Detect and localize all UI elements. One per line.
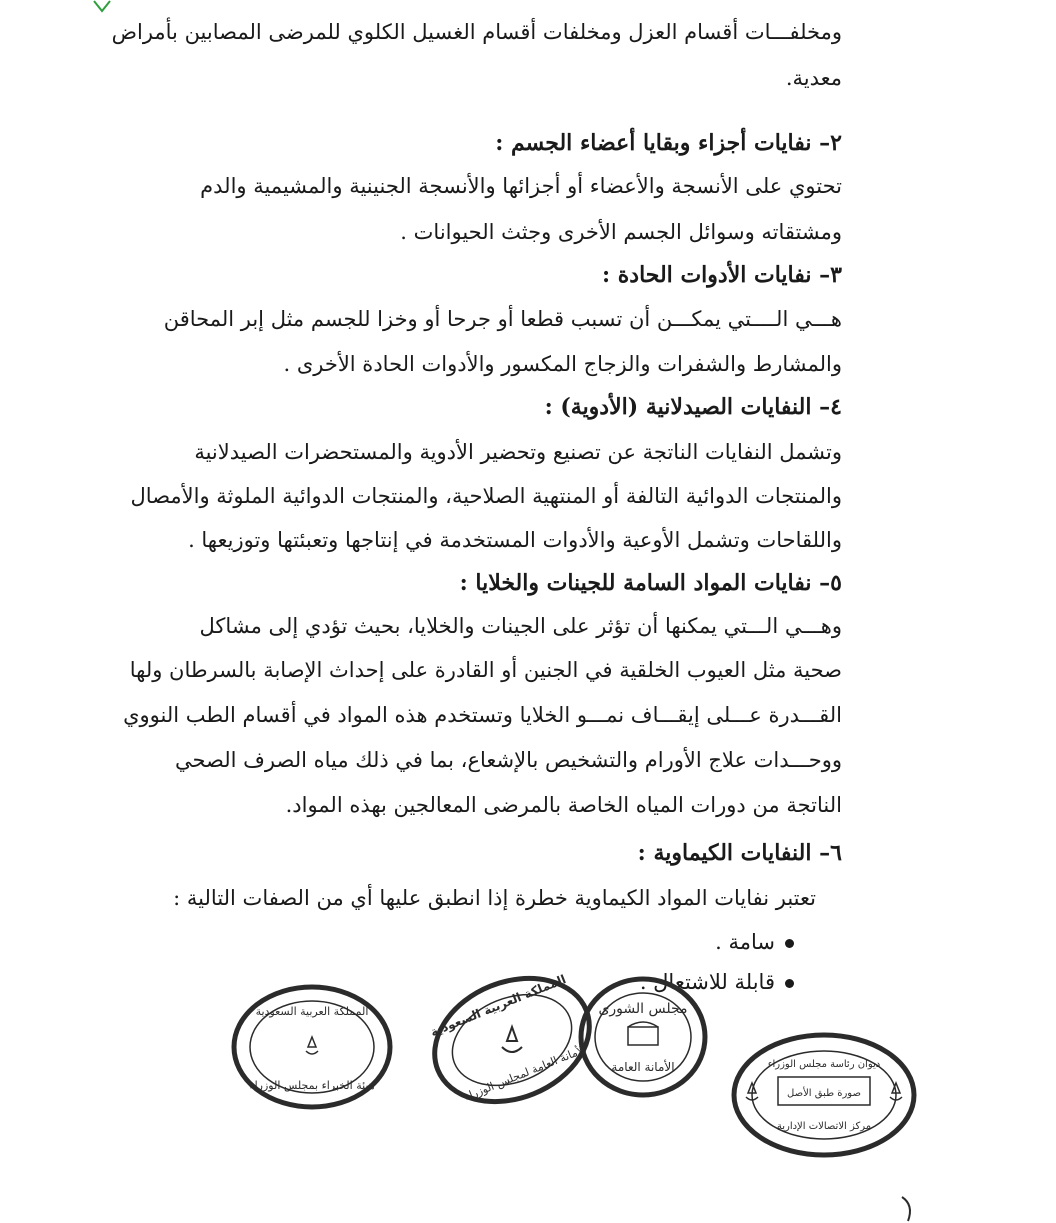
stamp4-top-text: ديوان رئاسة مجلس الوزراء	[767, 1059, 881, 1070]
body-line-1: ومخلفـــات أقسام العزل ومخلفات أقسام الغسيل الكلوي للمرضى المصابين بأمراض	[111, 20, 842, 44]
stamp4-middle-text: صورة طبق الأصل	[787, 1088, 861, 1099]
body-line-7: وتشمل النفايات الناتجة عن تصنيع وتحضير الأدوية والمستحضرات الصيدلانية	[194, 440, 842, 464]
page-corner-mark	[898, 1195, 918, 1223]
green-corner-mark	[92, 0, 112, 14]
body-line-6: والمشارط والشفرات والزجاج المكسور والأدوات الحادة الأخرى .	[283, 352, 842, 376]
stamp3-top-text: مجلس الشورى	[598, 1001, 688, 1017]
bullet-text-2: قابلة للاشتعال .	[639, 970, 775, 994]
section-heading-2: ٢– نفايات أجزاء وبقايا أعضاء الجسم :	[495, 130, 842, 156]
bullet-dot-icon	[785, 939, 794, 948]
body-line-3: تحتوي على الأنسجة والأعضاء أو أجزائها والأنسجة الجنينية والمشيمية والدم	[200, 174, 842, 198]
stamp2-top-text: المملكة العربية السعودية	[428, 972, 568, 1040]
body-line-4: ومشتقاته وسوائل الجسم الأخرى وجثث الحيوانات .	[400, 220, 842, 244]
stamp2-bottom-text: الأمانة العامة لمجلس الوزراء	[462, 1042, 589, 1104]
body-line-15: تعتبر نفايات المواد الكيماوية خطرة إذا انطبق عليها أي من الصفات التالية :	[173, 886, 816, 910]
stamp1-bottom-text: هيئة الخبراء بمجلس الوزراء	[249, 1079, 375, 1092]
body-line-5: هـــي الــــتي يمكـــن أن تسبب قطعا أو جرحا أو وخزا للجسم مثل إبر المحاقن	[163, 307, 842, 331]
stamp1-top-text: المملكة العربية السعودية	[255, 1005, 369, 1018]
body-line-9: واللقاحات وتشمل الأوعية والأدوات المستخدمة في إنتاجها وتعبئتها وتوزيعها .	[188, 528, 842, 552]
body-line-2: معدية.	[785, 66, 842, 90]
section-heading-3: ٣– نفايات الأدوات الحادة :	[601, 262, 842, 288]
body-line-11: صحية مثل العيوب الخلقية في الجنين أو القادرة على إحداث الإصابة بالسرطان ولها	[129, 658, 842, 682]
building-icon	[628, 1027, 658, 1045]
official-stamps	[230, 965, 930, 1165]
stamp-experts-commission	[234, 987, 390, 1107]
section-heading-6: ٦– النفايات الكيماوية :	[637, 840, 842, 866]
stamp3-bottom-text: الأمانة العامة	[611, 1060, 675, 1074]
stamp4-bottom-text: مركز الاتصالات الإدارية	[776, 1121, 872, 1132]
body-line-12: القـــدرة عـــلى إيقـــاف نمـــو الخلايا وتستخدم هذه المواد في أقسام الطب النووي	[123, 703, 842, 727]
emblem-icon	[502, 1027, 522, 1052]
section-heading-5: ٥– نفايات المواد السامة للجينات والخلايا :	[459, 570, 842, 596]
stamp-communications-center	[734, 1035, 914, 1155]
stamp-shura-council	[581, 979, 705, 1095]
body-line-8: والمنتجات الدوائية التالفة أو المنتهية الصلاحية، والمنتجات الدوائية الملوثة والأمصال	[130, 484, 842, 508]
body-line-13: ووحـــدات علاج الأورام والتشخيص بالإشعاع، بما في ذلك مياه الصرف الصحي	[174, 748, 842, 772]
body-line-10: وهـــي الـــتي يمكنها أن تؤثر على الجينات والخلايا، بحيث تؤدي إلى مشاكل	[199, 614, 842, 638]
body-line-14: الناتجة من دورات المياه الخاصة بالمرضى المعالجين بهذه المواد.	[285, 793, 842, 817]
bullet-item-1	[715, 930, 794, 955]
section-heading-4: ٤– النفايات الصيدلانية (الأدوية) :	[544, 394, 842, 420]
bullet-text-1: سامة .	[715, 930, 775, 954]
emblem-icon	[306, 1037, 318, 1054]
